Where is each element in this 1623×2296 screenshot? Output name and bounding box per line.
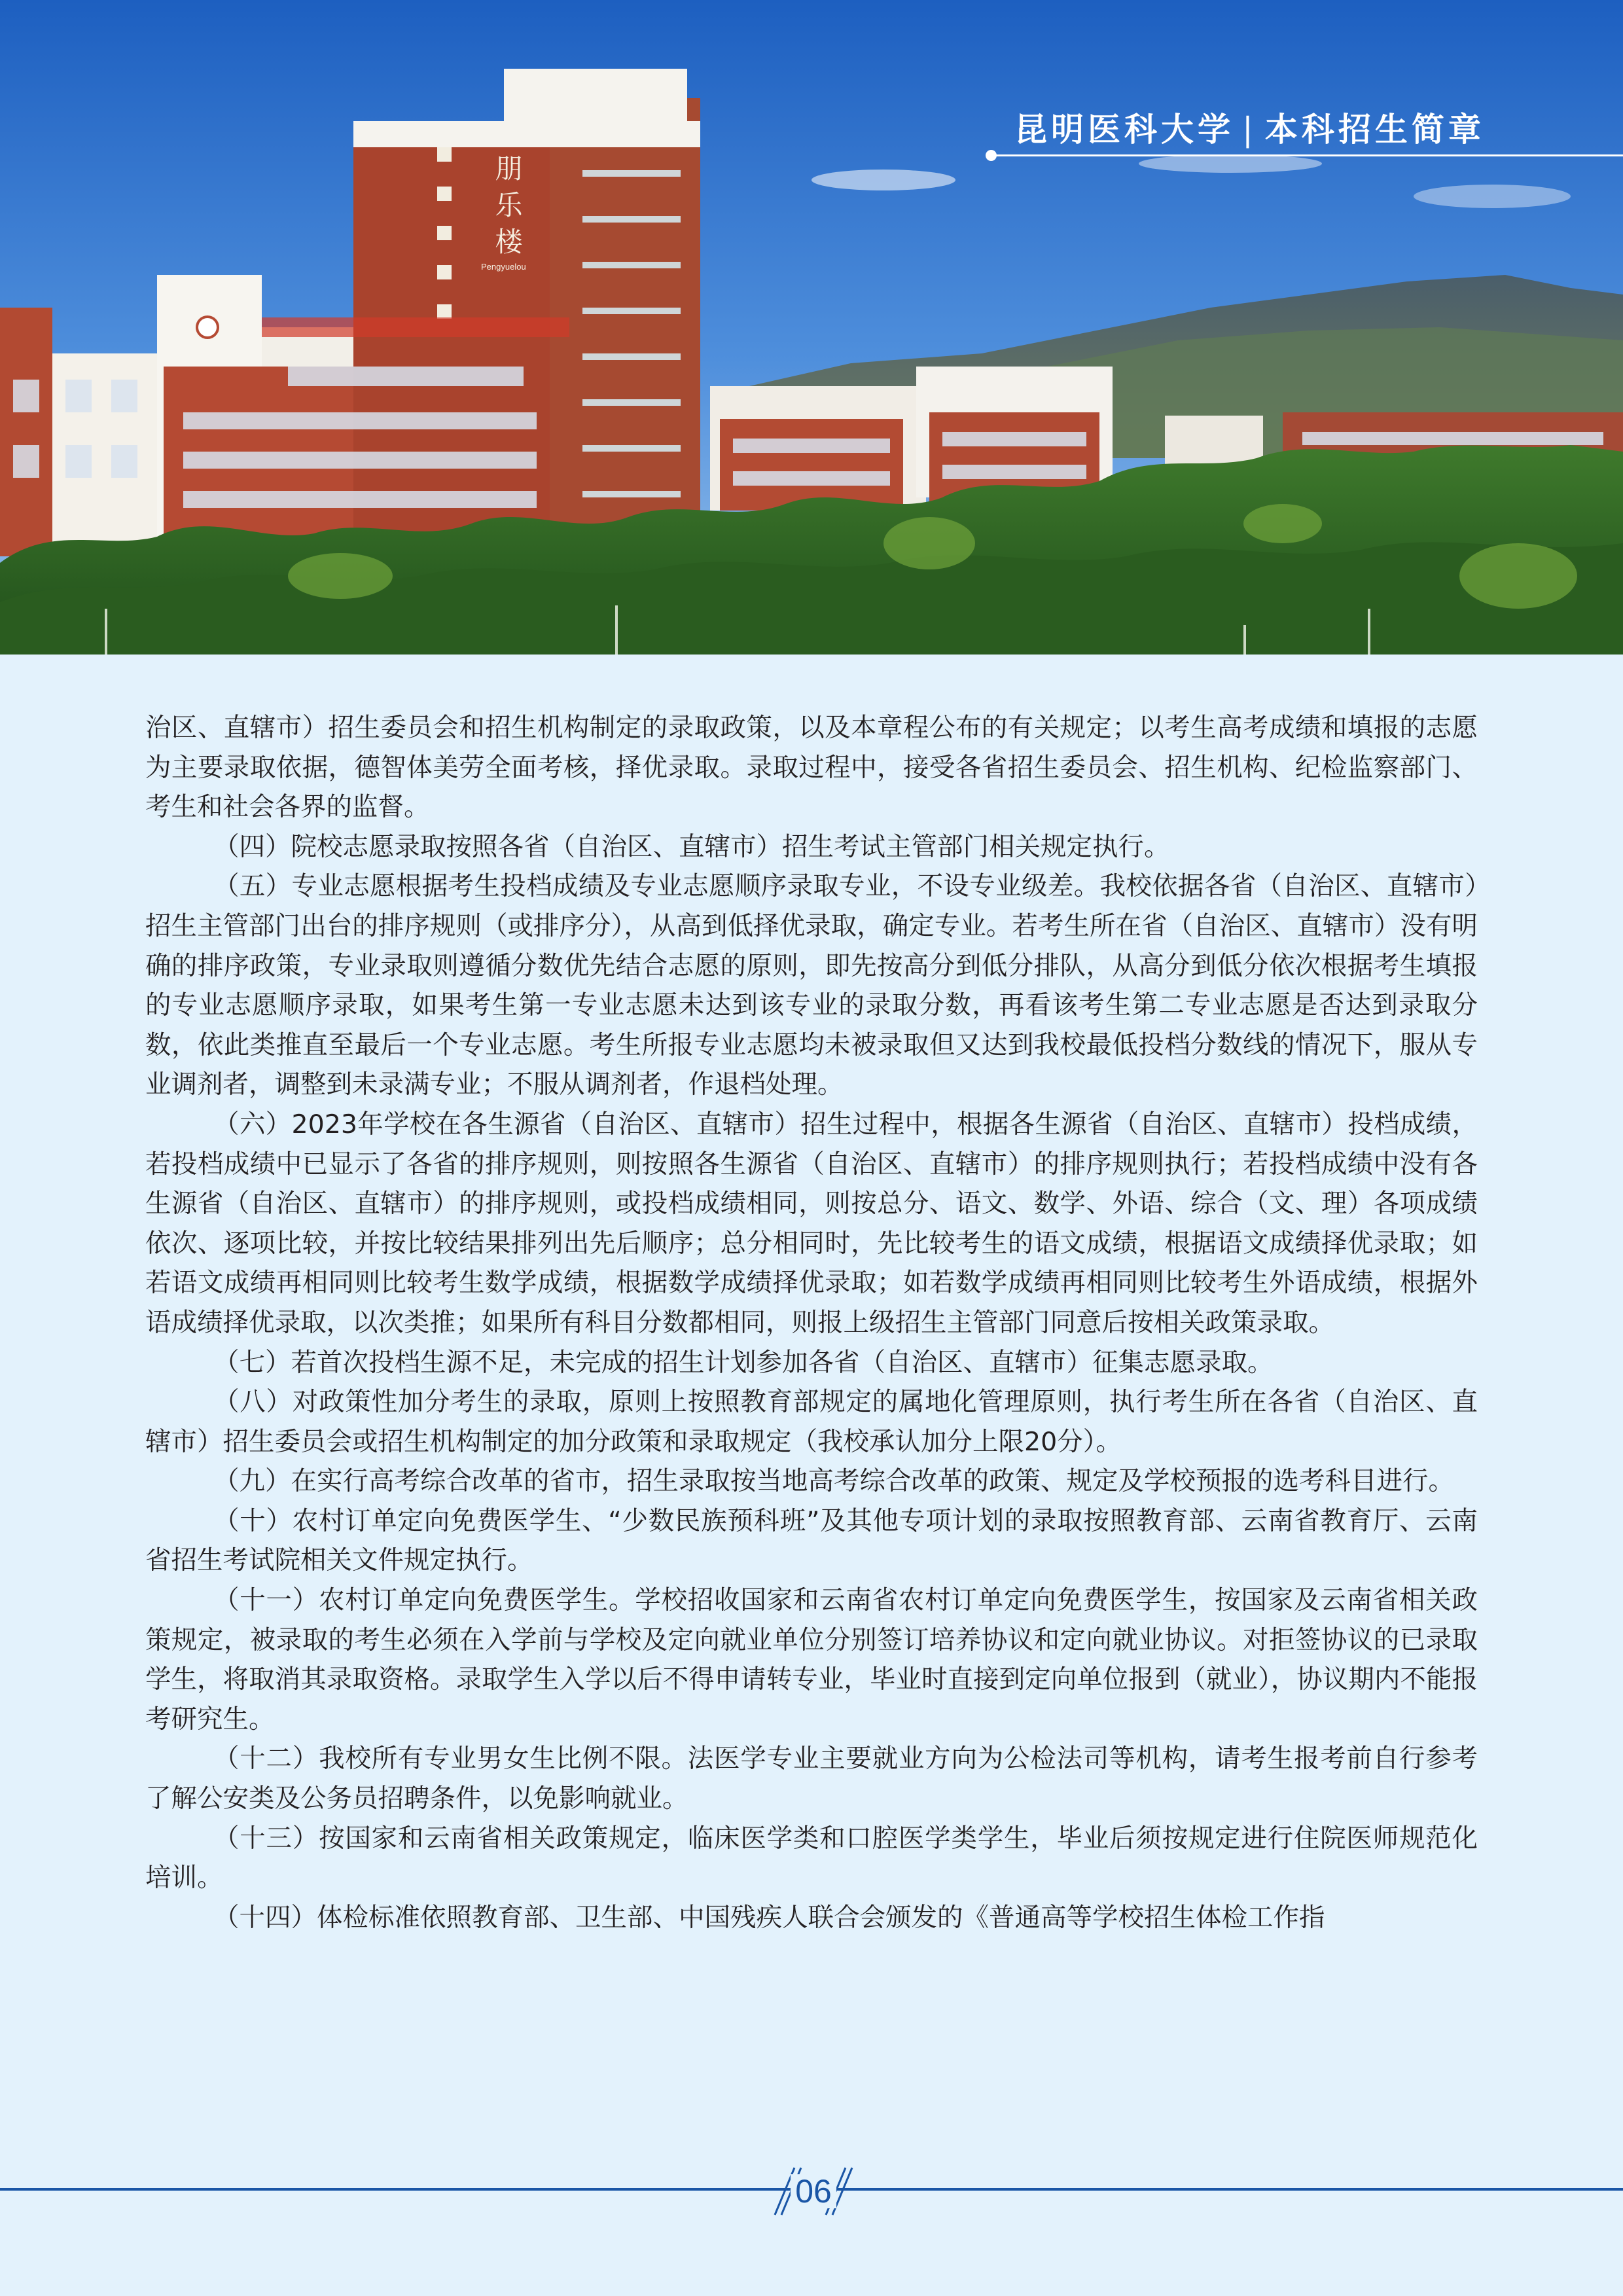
- paragraph-item-7: （七）若首次投档生源不足，未完成的招生计划参加各省（自治区、直辖市）征集志愿录取。: [213, 1347, 1274, 1378]
- paragraph-item-14: （十四）体检标准依照教育部、卫生部、中国残疾人联合会颁发的《普通高等学校招生体检工作指: [213, 1902, 1325, 1933]
- paragraph-item-5: （五）专业志愿根据考生投档成绩及专业志愿顺序录取专业，不设专业级差。我校依据各省（自治区、直辖市）招生主管部门出台的排序规则（或排序分），从高到低择优录取，确定专业。若考生所在省（自治区、直辖市）没有明确的排序政策，专业录取则遵循分数优先结合志愿的原则，即先按高分到低分排队，从高分到低分依次根据考生填报的专业志愿顺序录取，如果考生第一专业志愿未达到该专业的录取分数，再看该考生第二专业志愿是否达到录取分数，依此类推直至最后一个专业志愿。考生所报专业志愿均未被录取但又达到我校最低投档分数线的情况下，服从专业调剂者，调整到未录满专业；不服从调剂者，作退档处理。: [145, 871, 1478, 1100]
- paragraph-item-10: （十）农村订单定向免费医学生、“少数民族预科班”及其他专项计划的录取按照教育部、云南省教育厅、云南省招生考试院相关文件规定执行。: [145, 1505, 1478, 1576]
- building-sign-pinyin: Pengyuelou: [481, 262, 526, 272]
- paragraph-item-6: （六）2023年学校在各生源省（自治区、直辖市）招生过程中，根据各生源省（自治区、直辖市）投档成绩，若投档成绩中已显示了各省的排序规则，则按照各生源省（自治区、直辖市）的排序规则执行；若投档成绩中没有各生源省（自治区、直辖市）的排序规则，或投档成绩相同，则按总分、语文、数学、外语、综合（文、理）各项成绩依次、逐项比较，并按比较结果排列出先后顺序；总分相同时，先比较考生的语文成绩，根据语文成绩择优录取；如若语文成绩再相同则比较考生数学成绩，根据数学成绩择优录取；如若数学成绩再相同则比较考生外语成绩，根据外语成绩择优录取，以次类推；如果所有科目分数都相同，则报上级招生主管部门同意后按相关政策录取。: [145, 1109, 1478, 1338]
- header-rule: [991, 154, 1623, 156]
- paragraph-continued: 治区、直辖市）招生委员会和招生机构制定的录取政策，以及本章程公布的有关规定；以考生高考成绩和填报的志愿为主要录取依据，德智体美劳全面考核，择优录取。录取过程中，接受各省招生委员会、招生机构、纪检监察部门、考生和社会各界的监督。: [145, 713, 1478, 823]
- page-number-badge: [766, 2165, 857, 2217]
- campus-photo: [0, 0, 1623, 655]
- paragraph-item-13: （十三）按国家和云南省相关政策规定，临床医学类和口腔医学类学生，毕业后须按规定进行住院医师规范化培训。: [145, 1823, 1478, 1893]
- header-dot: [986, 150, 997, 161]
- main-text: [145, 708, 1478, 1937]
- paragraph-item-9: （九）在实行高考综合改革的省市，招生录取按当地高考综合改革的政策、规定及学校预报的选考科目进行。: [213, 1466, 1454, 1497]
- header-brand: [1014, 103, 1485, 151]
- page-number: 06: [791, 2174, 836, 2208]
- paragraph-item-8: （八）对政策性加分考生的录取，原则上按照教育部规定的属地化管理原则，执行考生所在各省（自治区、直辖市）招生委员会或招生机构制定的加分政策和录取规定（我校承认加分上限20分）。: [145, 1387, 1478, 1457]
- paragraph-item-4: （四）院校志愿录取按照各省（自治区、直辖市）招生考试主管部门相关规定执行。: [213, 831, 1170, 862]
- header-separator: |: [1242, 111, 1257, 149]
- paragraph-item-12: （十二）我校所有专业男女生比例不限。法医学专业主要就业方向为公检法司等机构，请考生报考前自行参考了解公安类及公务员招聘条件，以免影响就业。: [145, 1744, 1478, 1814]
- paragraph-item-11: （十一）农村订单定向免费医学生。学校招收国家和云南省农村订单定向免费医学生，按国家及云南省相关政策规定，被录取的考生必须在入学前与学校及定向就业单位分别签订培养协议和定向就业协议。对拒签协议的已录取学生，将取消其录取资格。录取学生入学以后不得申请转专业，毕业时直接到定向单位报到（就业），协议期内不能报考研究生。: [145, 1585, 1478, 1734]
- building-sign: 朋乐楼: [491, 154, 524, 264]
- brochure-title: 本科招生简章: [1264, 110, 1485, 149]
- university-name: 昆明医科大学: [1014, 110, 1234, 149]
